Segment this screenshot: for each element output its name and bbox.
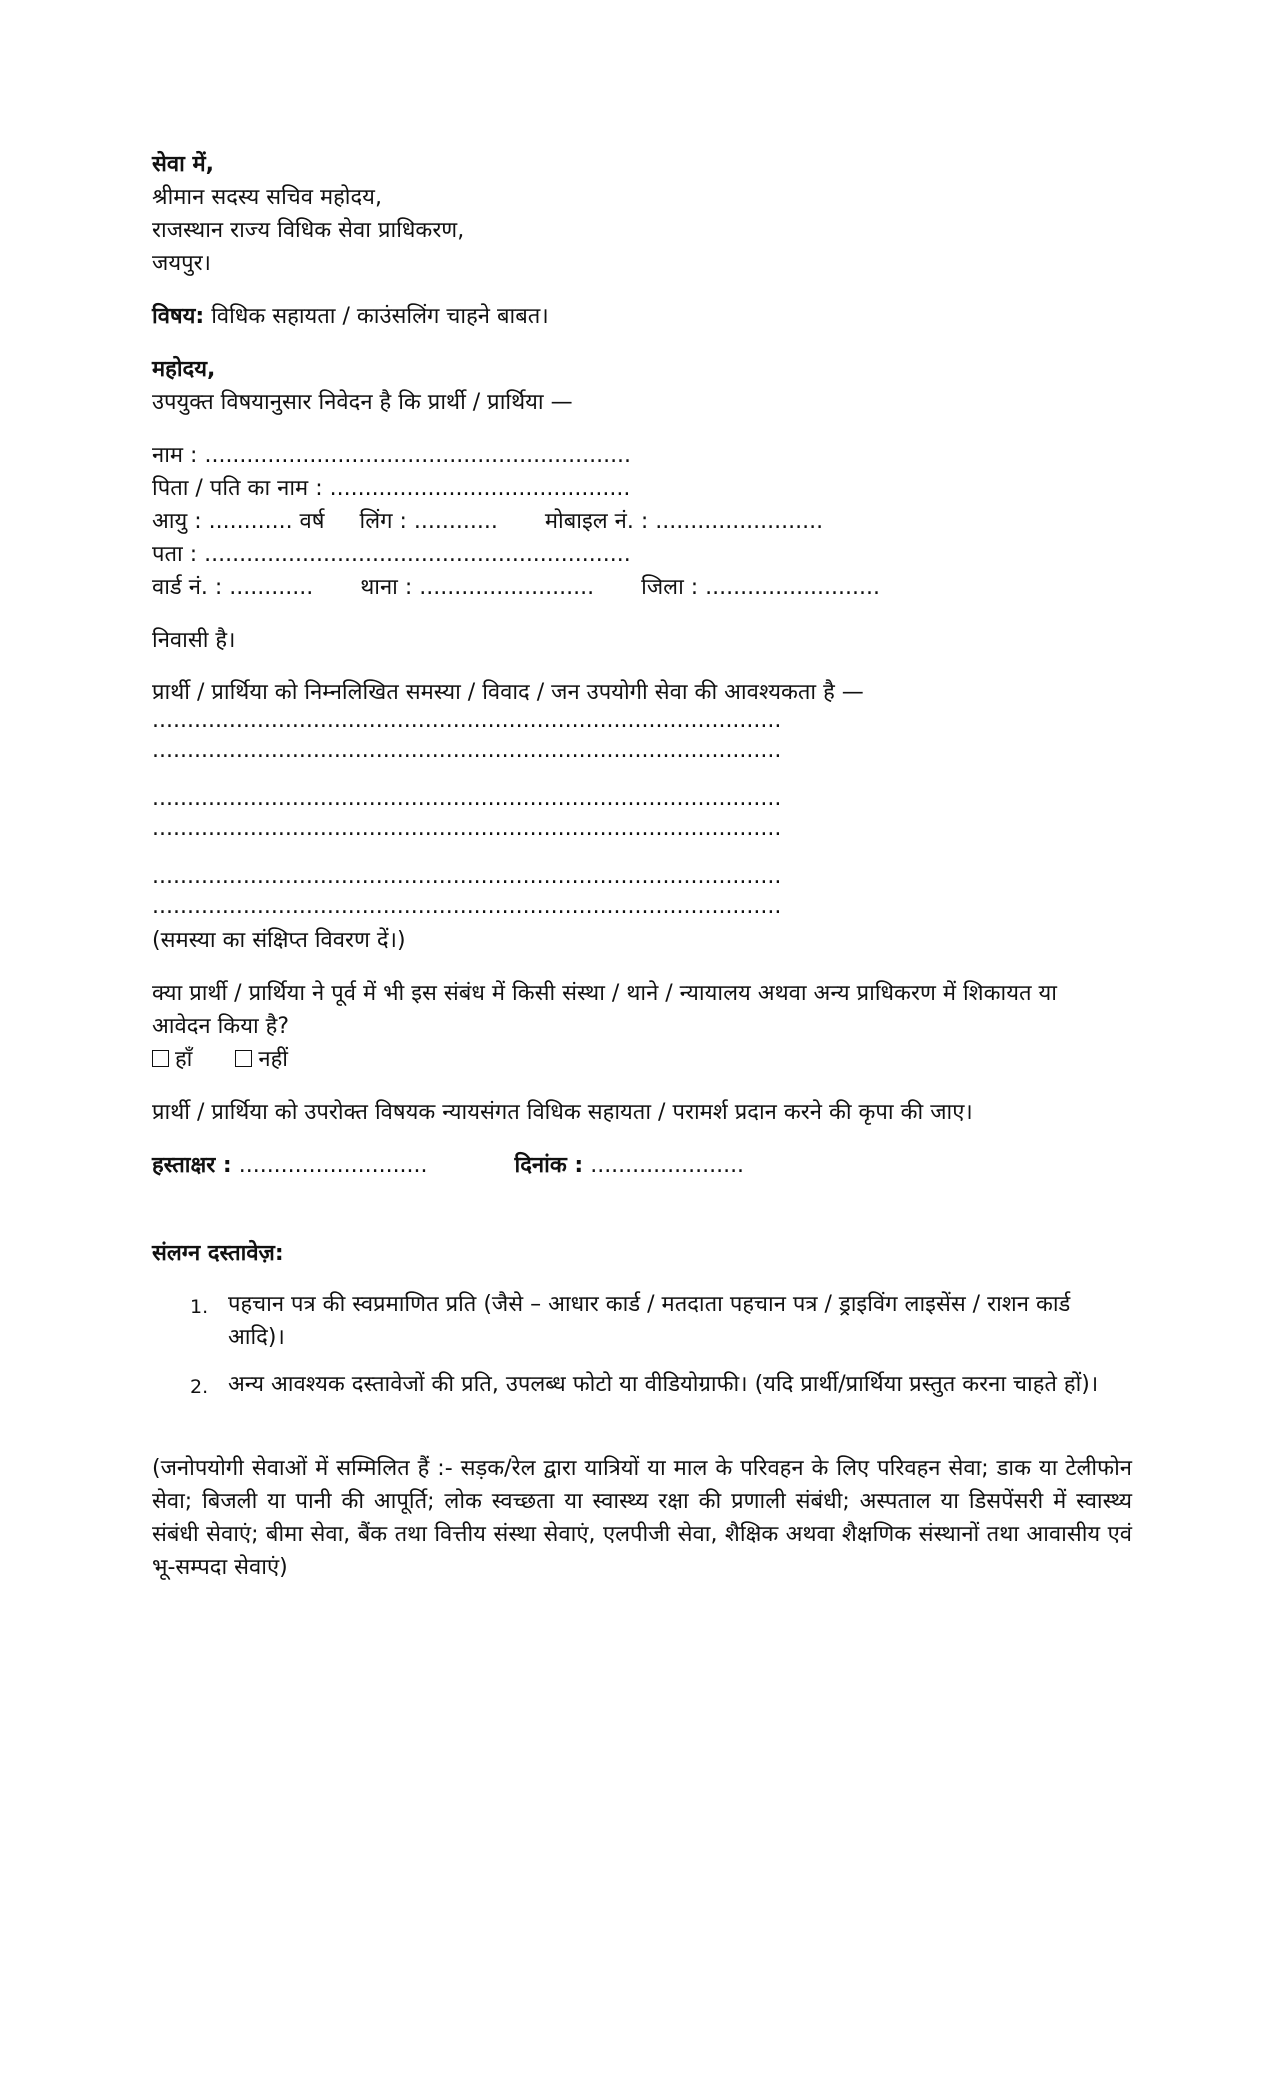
prior-complaint-options [152,1043,288,1076]
mobile-field[interactable]: मोबाइल नं. : ........................ [544,509,824,534]
attachments-heading: संलग्न दस्तावेज़: [152,1241,284,1266]
age-field[interactable]: आयु : ............ वर्ष [152,509,325,534]
prior-complaint-question-1: क्या प्रार्थी / प्रार्थिया ने पूर्व में भी इस संबंध में किसी संस्था / थाने / न्यायालय अथवा अन्य प्राधिकरण में शिकायत या [152,981,1057,1006]
problem-line[interactable]: .......................................................................................... [152,864,782,889]
addressee-salutation: सेवा में, [152,152,214,177]
yes-label: हाँ [175,1047,193,1072]
problem-line[interactable]: .......................................................................................... [152,708,782,733]
ward-field[interactable]: वार्ड नं. : ............ [152,575,314,600]
resident-text: निवासी है। [152,628,236,653]
subject-label: विषय: [152,304,205,329]
ward-police-district-row [152,571,880,604]
problem-line[interactable]: .......................................................................................... [152,738,782,763]
police-station-field[interactable]: थाना : ......................... [360,575,595,600]
problem-line[interactable]: .......................................................................................... [152,786,782,811]
attachment-item-number: 1. [190,1296,209,1318]
signature-field[interactable]: ........................... [238,1153,428,1178]
date-label: दिनांक : [514,1153,584,1178]
signature-label: हस्ताक्षर : [152,1153,232,1178]
age-gender-mobile-row [152,505,823,538]
prior-complaint-question-2: आवेदन किया है? [152,1014,290,1039]
subject-line [152,300,549,333]
attachment-item-text: पहचान पत्र की स्वप्रमाणित प्रति (जैसे – आधार कार्ड / मतदाता पहचान पत्र / ड्राइविंग लाइसेंस / राशन कार्ड आदि)। [228,1292,1071,1350]
yes-checkbox[interactable] [152,1050,169,1067]
problem-heading: प्रार्थी / प्रार्थिया को निम्नलिखित समस्या / विवाद / जन उपयोगी सेवा की आवश्यकता है — [152,680,864,705]
no-checkbox[interactable] [235,1050,252,1067]
greeting-salutation: महोदय, [152,357,216,382]
father-husband-field[interactable]: पिता / पति का नाम : ........................................... [152,476,631,501]
yes-option[interactable] [152,1043,192,1076]
date-field[interactable]: ...................... [590,1153,745,1178]
problem-line[interactable]: .......................................................................................... [152,894,782,919]
addressee-line-2: राजस्थान राज्य विधिक सेवा प्राधिकरण, [152,218,465,243]
gender-field[interactable]: लिंग : ............ [359,509,498,534]
attachment-item-text: अन्य आवश्यक दस्तावेजों की प्रति, उपलब्ध फोटो या वीडियोग्राफी। (यदि प्रार्थी/प्रार्थिया प्रस्तुत करना चाहते हों)। [228,1372,1099,1397]
addressee-line-1: श्रीमान सदस्य सचिव महोदय, [152,185,382,210]
addressee-line-3: जयपुर। [152,251,211,276]
no-label: नहीं [258,1047,288,1072]
application-form-page [152,0,1132,2100]
problem-line[interactable]: .......................................................................................... [152,816,782,841]
district-field[interactable]: जिला : ......................... [641,575,880,600]
greeting-intro: उपयुक्त विषयानुसार निवेदन है कि प्रार्थी / प्रार्थिया — [152,390,573,415]
name-field[interactable]: नाम : ............................................................. [152,443,632,468]
subject-text: विधिक सहायता / काउंसलिंग चाहने बाबत। [204,304,549,329]
public-utility-services-note: (जनोपयोगी सेवाओं में सम्मिलित हैं :- सड़क/रेल द्वारा यात्रियों या माल के परिवहन के लिए परिवहन सेवा; डाक या टेलीफोन सेवा; बिजली या पानी की आपूर्ति; लोक स्वच्छता या स्वास्थ्य रक्षा की प्रणाली संबंधी; अस्पताल या डिसपेंसरी में स्वास्थ्य संबंधी सेवाएं; बीमा सेवा, बैंक तथा वित्तीय संस्था सेवाएं, एलपीजी सेवा, शैक्षिक अथवा शैक्षणिक संस्थानों तथा आवासीय एवं भू-सम्पदा सेवाएं) [152,1456,1132,1580]
attachment-item-number: 2. [190,1376,209,1398]
request-text: प्रार्थी / प्रार्थिया को उपरोक्त विषयक न्यायसंगत विधिक सहायता / परामर्श प्रदान करने की कृपा की जाए। [152,1100,973,1125]
signature-row [152,1149,744,1182]
no-option[interactable] [235,1043,288,1076]
problem-hint: (समस्या का संक्षिप्त विवरण दें।) [152,928,406,953]
address-field[interactable]: पता : ............................................................. [152,542,631,567]
